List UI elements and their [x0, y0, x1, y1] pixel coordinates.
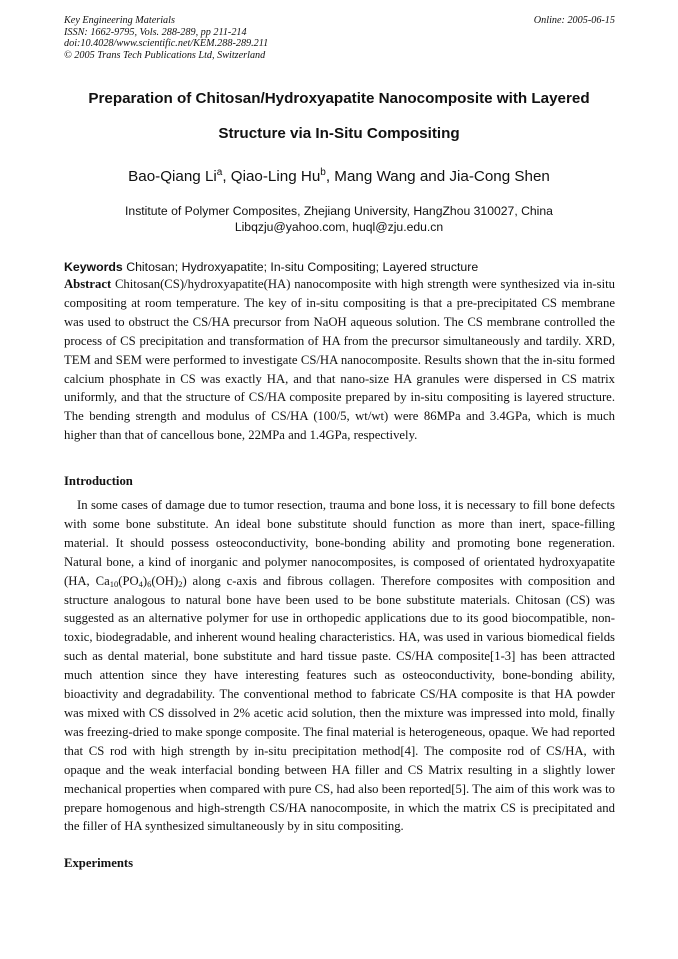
formula-part: (OH) — [151, 573, 179, 588]
author-separator: , — [222, 168, 231, 185]
keywords — [64, 260, 616, 274]
copyright-line: © 2005 Trans Tech Publications Ltd, Switzerland — [64, 49, 266, 61]
author-1: Bao-Qiang Li — [128, 168, 217, 185]
paper-title-line-2: Structure via In-Situ Compositing — [218, 125, 460, 142]
author-2: Qiao-Ling Hu — [230, 168, 321, 185]
journal-header — [64, 15, 268, 61]
authors-rest: , Mang Wang and Jia-Cong Shen — [325, 168, 550, 185]
intro-text-part-1: In some cases of damage due to tumor resection, trauma and bone loss, it is necessary to fill bone defects with some bone substitute. An ideal bone substitute should function as more than inert, space-filling material. It should possess osteoconductivity, bone-bonding ability and promoting bone regeneration. Natural bone, a kind of inorganic and polymer nanocomposites, is composed of orientated hydroxyapatite (HA, Ca — [64, 498, 615, 588]
keywords-label: Keywords — [64, 260, 123, 274]
author-2-affil-mark: b — [320, 167, 326, 178]
journal-name: Key Engineering Materials — [64, 15, 175, 26]
formula-subscript: 10 — [109, 578, 119, 589]
formula-part: (PO — [118, 573, 139, 588]
formula-subscript: 6 — [147, 578, 152, 589]
formula-part: ) — [142, 573, 148, 588]
introduction-heading: Introduction — [64, 474, 133, 488]
email-addresses: Libqzju@yahoo.com, huql@zju.edu.cn — [234, 220, 444, 234]
author-1-affil-mark: a — [216, 167, 223, 178]
online-date: Online: 2005-06-15 — [533, 15, 615, 26]
issn-line: ISSN: 1662-9795, Vols. 288-289, pp 211-214 — [64, 26, 247, 38]
affiliation — [40, 203, 638, 235]
experiments-heading: Experiments — [64, 856, 134, 870]
paper-title-line-1: Preparation of Chitosan/Hydroxyapatite Nanocomposite with Layered — [88, 90, 590, 107]
abstract — [64, 275, 615, 445]
abstract-label: Abstract — [64, 277, 112, 291]
doi-line: doi:10.4028/www.scientific.net/KEM.288-289.211 — [64, 38, 269, 50]
institute: Institute of Polymer Composites, Zhejiang University, HangZhou 310027, China — [125, 204, 553, 218]
abstract-text: Chitosan(CS)/hydroxyapatite(HA) nanocomposite with high strength were synthesized via in-situ compositing at room temperature. The key of in-situ compositing is that a pre-precipitated CS membrane was used to obstruct the CS/HA precursor from NaOH aqueous solution. The CS membrane controlled the process of CS precipitation and transformation of HA from the precursor simultaneously and tardily. XRD, TEM and SEM were performed to investigate CS/HA nanocomposite. Results shown that the in-situ formed calcium phosphate in CS was exactly HA, and that nano-size HA granules were dispersed in CS matrix uniformly, and that the structure of CS/HA composite prepared by in-situ compositing is layered structure. The bending strength and modulus of CS/HA (100/5, wt/wt) were 86MPa and 3.4GPa, which is much higher than that of cancellous bone, 22MPa and 1.4GPa, respectively. — [64, 277, 615, 443]
formula-subscript: 4 — [138, 578, 143, 589]
formula-subscript: 2 — [178, 578, 183, 589]
intro-text-part-2: ) along c-axis and fibrous collagen. Therefore composites with composition and structure analogous to natural bone have been used to be bone substitute materials. Chitosan (CS) was suggested as an alternative polymer for use in orthopedic applications due to its good biocompatible, non-toxic, biodegradable, and inherent wound healing characteristics. HA, was used in various biomedical fields such as dental material, bone substitute and hard tissue paste. CS/HA composite[1-3] has been attracted much attention since they have interesting features such as osteoconductivity, bone-bonding ability, bioactivity and degradability. The conventional method to fabricate CS/HA composite is that HA powder was mixed with CS dissolved in 2% acetic acid solution, then the mixture was impressed into mold, finally was freezing-dried to make sponge composite. The final material is heterogeneous, opaque. We had reported that CS rod with high strength by in-situ precipitation method[4]. The composite rod of CS/HA, with opaque and the weak interfacial bonding between HA filler and CS Matrix resulting in a slightly lower mechanical properties when compared with pure CS, had also been reported[5]. The aim of this work was to prepare homogenous and high-strength CS/HA nanocomposite, in which the matrix CS is precipitated and the filler of HA synthesized simultaneously by in situ compositing. — [64, 573, 615, 834]
keywords-text: Chitosan; Hydroxyapatite; In-situ Compositing; Layered structure — [122, 260, 479, 274]
introduction-paragraph — [64, 496, 615, 836]
author-list — [40, 168, 638, 185]
